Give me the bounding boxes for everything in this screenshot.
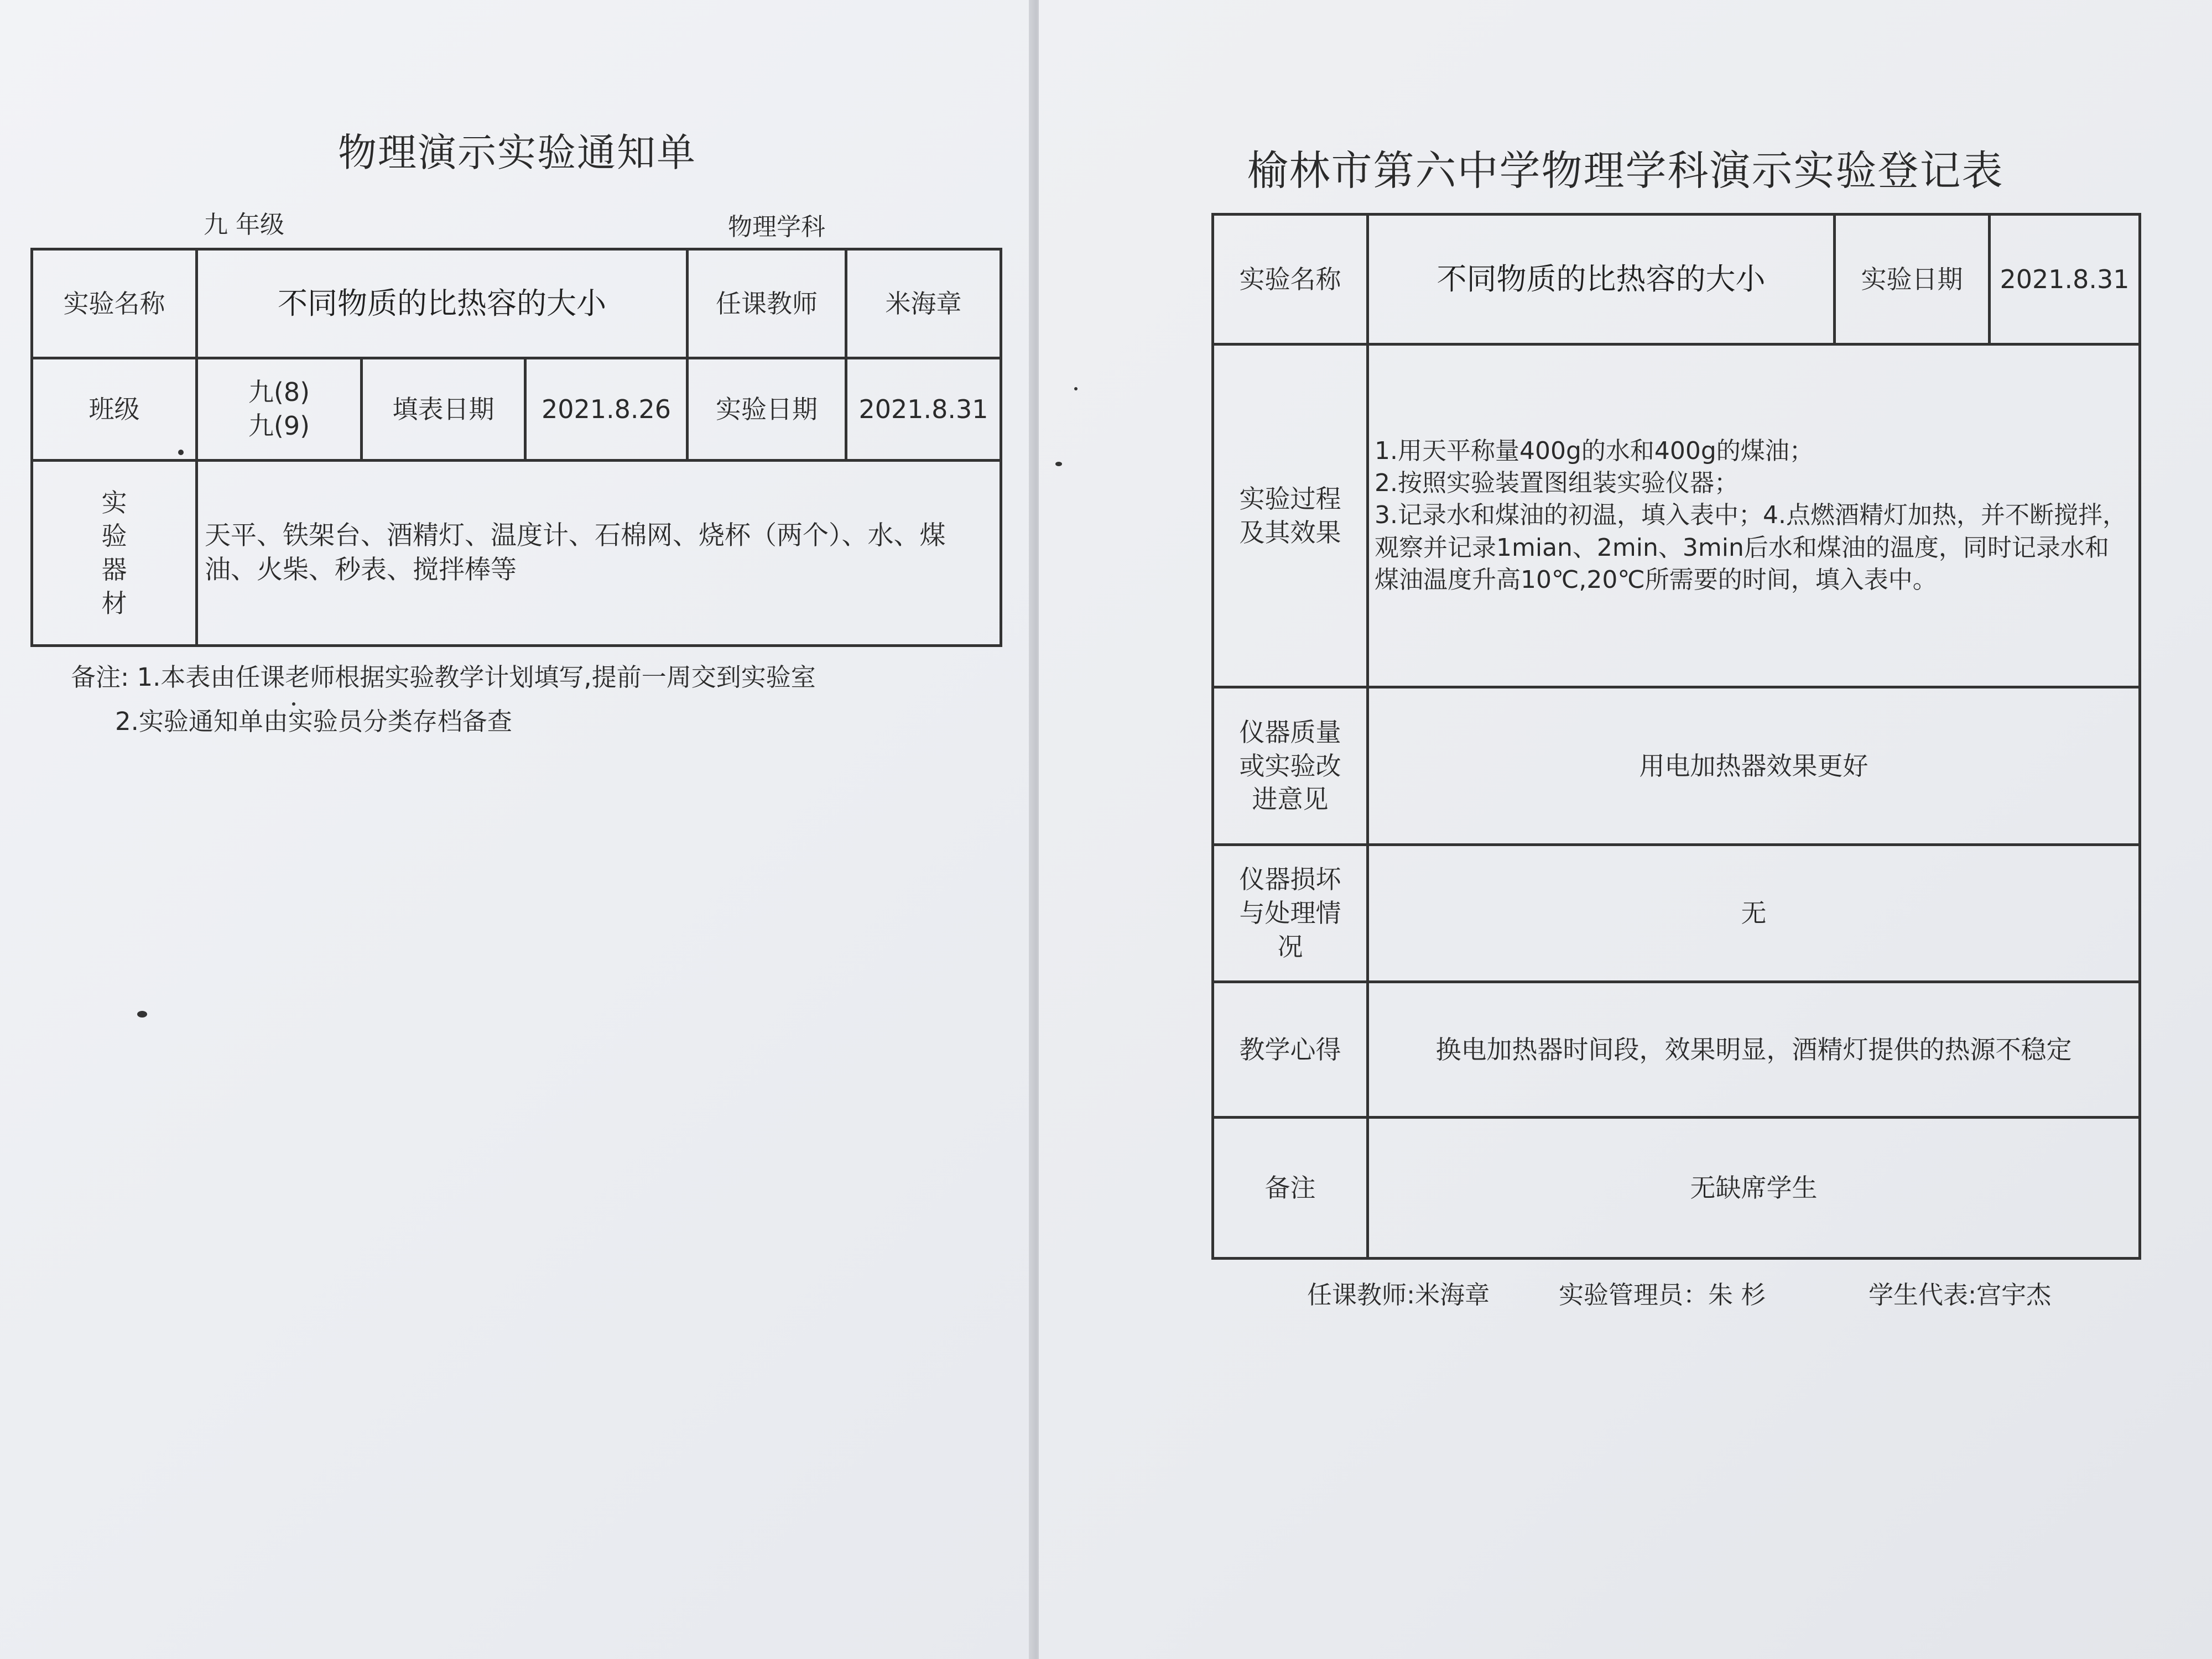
equipment-value: 天平、铁架台、酒精灯、温度计、石棉网、烧杯（两个）、水、煤油、火柴、秒表、搅拌棒等 <box>197 461 1001 646</box>
quality-label-line3: 进意见 <box>1252 784 1329 815</box>
register-row-insight <box>1213 982 2140 1118</box>
ink-speck <box>292 702 295 706</box>
teacher-value: 米海章 <box>846 249 1001 358</box>
process-line-3: 3.记录水和煤油的初温，填入表中；4.点燃酒精灯加热，并不断搅拌，观察并记录1mian、2min、3min后水和煤油的温度，同时记录水和煤油温度升高10℃,20℃所需要的时间，填入表中。 <box>1375 501 2127 594</box>
quality-value: 用电加热器效果更好 <box>1368 687 2140 845</box>
damage-label-line2: 与处理情 <box>1239 898 1341 928</box>
notice-row-name <box>32 249 1001 358</box>
experiment-date-value: 2021.8.31 <box>846 358 1001 461</box>
equipment-label-char: 验 <box>101 521 127 551</box>
quality-label-line2: 或实验改 <box>1239 750 1341 781</box>
signature-student: 学生代表:宫宇杰 <box>1869 1280 2052 1310</box>
notice-notes <box>71 655 816 744</box>
notice-table <box>30 248 1002 647</box>
register-sheet <box>1039 0 2212 1659</box>
register-row-process <box>1213 345 2140 687</box>
remark-value: 无缺席学生 <box>1368 1118 2140 1259</box>
quality-label <box>1213 687 1368 845</box>
damage-value: 无 <box>1368 845 2140 982</box>
grade-label: 九 年级 <box>204 211 284 239</box>
ink-speck <box>178 450 184 455</box>
register-row-quality <box>1213 687 2140 845</box>
experiment-date-label: 实验日期 <box>688 358 846 461</box>
subject-label: 物理学科 <box>728 213 825 241</box>
class-value <box>197 358 362 461</box>
notice-title: 物理演示实验通知单 <box>338 130 696 175</box>
signature-manager: 实验管理员：朱 杉 <box>1559 1280 1766 1310</box>
register-row-name <box>1213 215 2140 345</box>
class-label: 班级 <box>32 358 197 461</box>
notice-row-equipment <box>32 461 1001 646</box>
register-title: 榆林市第六中学物理学科演示实验登记表 <box>1247 147 2004 195</box>
equipment-label-char: 器 <box>101 555 127 585</box>
register-experiment-name-label: 实验名称 <box>1213 215 1368 345</box>
equipment-label <box>32 461 197 646</box>
ink-speck <box>1055 462 1062 466</box>
notice-sheet <box>0 0 1034 1659</box>
equipment-label-char: 材 <box>101 588 127 618</box>
class-value-line1: 九(8) <box>248 377 310 408</box>
register-experiment-date-label: 实验日期 <box>1835 215 1990 345</box>
remark-label: 备注 <box>1213 1118 1368 1259</box>
quality-label-line1: 仪器质量 <box>1239 717 1341 747</box>
process-label <box>1213 345 1368 687</box>
process-line-1: 1.用天平称量400g的水和400g的煤油； <box>1375 437 1814 466</box>
process-line-2: 2.按照实验装置图组装实验仪器； <box>1375 469 1739 498</box>
experiment-name-value: 不同物质的比热容的大小 <box>197 249 688 358</box>
damage-label <box>1213 845 1368 982</box>
insight-value: 换电加热器时间段，效果明显，酒精灯提供的热源不稳定 <box>1368 982 2140 1118</box>
notice-row-class <box>32 358 1001 461</box>
insight-label: 教学心得 <box>1213 982 1368 1118</box>
ink-speck <box>137 1011 147 1018</box>
fill-date-value: 2021.8.26 <box>525 358 688 461</box>
class-value-line2: 九(9) <box>248 411 310 441</box>
equipment-label-char: 实 <box>101 487 127 518</box>
fill-date-label: 填表日期 <box>362 358 525 461</box>
process-label-line1: 实验过程 <box>1239 483 1341 514</box>
process-label-line2: 及其效果 <box>1239 517 1341 547</box>
register-table <box>1211 213 2141 1260</box>
register-experiment-date-value: 2021.8.31 <box>1990 215 2140 345</box>
ink-speck <box>1074 387 1078 390</box>
teacher-label: 任课教师 <box>688 249 846 358</box>
experiment-name-label: 实验名称 <box>32 249 197 358</box>
signature-teacher: 任课教师:米海章 <box>1307 1280 1490 1310</box>
register-row-damage <box>1213 845 2140 982</box>
damage-label-line1: 仪器损坏 <box>1239 864 1341 895</box>
damage-label-line3: 况 <box>1277 931 1303 962</box>
note-line-1: 备注: 1.本表由任课老师根据实验教学计划填写,提前一周交到实验室 <box>71 662 816 692</box>
register-row-remark <box>1213 1118 2140 1259</box>
note-line-2: 2.实验通知单由实验员分类存档备查 <box>115 707 512 736</box>
register-experiment-name-value: 不同物质的比热容的大小 <box>1368 215 1835 345</box>
process-value <box>1368 345 2140 687</box>
